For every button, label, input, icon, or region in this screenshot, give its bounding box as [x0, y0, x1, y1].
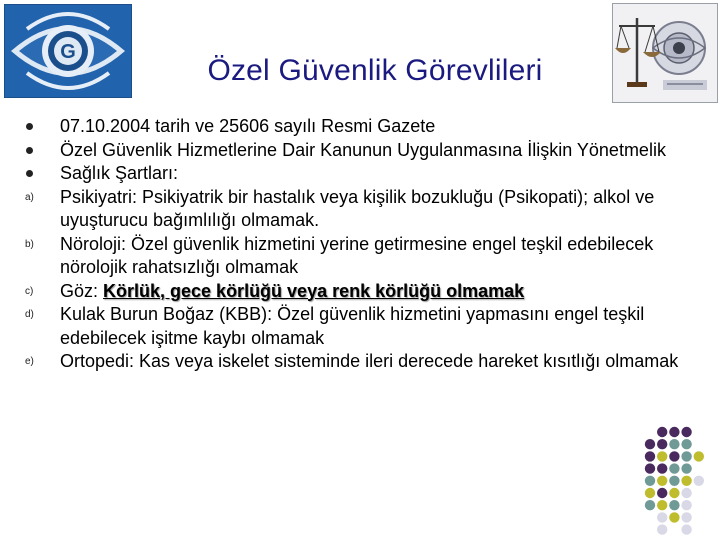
decorative-dot: [681, 427, 691, 437]
decorative-dot: [669, 451, 679, 461]
decorative-dot: [657, 427, 667, 437]
item-marker: c): [25, 285, 34, 297]
item-marker: a): [25, 191, 34, 203]
item-text: Psikiyatri: Psikiyatrik bir hastalık veya kişilik bozukluğu (Psikopati); alkol ve uyuşturucu bağımlılığı olmamak.: [60, 186, 655, 230]
decorative-dot: [694, 451, 704, 461]
list-item: [24, 186, 696, 233]
decorative-dot: [681, 463, 691, 473]
item-text: Sağlık Şartları:: [60, 163, 179, 183]
decorative-dot: [681, 451, 691, 461]
slide-title: Özel Güvenlik Görevlileri: [207, 54, 543, 87]
list-item: [24, 162, 696, 186]
scales-of-justice-logo: [612, 3, 718, 103]
item-text-prefix: Göz:: [60, 280, 104, 301]
bullet-icon: [24, 115, 50, 139]
decorative-dot: [645, 463, 655, 473]
bullet-icon: [24, 139, 50, 163]
decorative-dot: [657, 500, 667, 510]
item-text: Özel Güvenlik Hizmetlerine Dair Kanunun Uygulanmasına İlişkin Yönetmelik: [60, 139, 666, 160]
decorative-dot: [681, 439, 691, 449]
decorative-dot: [657, 439, 667, 449]
decorative-dot: [669, 500, 679, 510]
decorative-dot: [657, 476, 667, 486]
item-text: Kulak Burun Boğaz (KBB): Özel güvenlik hizmetini yapmasını engel teşkil edebilecek işitme kaybı olmamak: [60, 304, 645, 348]
item-text: 07.10.2004 tarih ve 25606 sayılı Resmi Gazete: [60, 116, 436, 136]
decorative-dot: [669, 427, 679, 437]
list-item: [24, 233, 696, 280]
decorative-dot: [669, 512, 679, 522]
decorative-dot: [657, 524, 667, 534]
decorative-dot: [645, 500, 655, 510]
decorative-dot: [669, 476, 679, 486]
decorative-dot: [645, 451, 655, 461]
decorative-dot: [681, 524, 691, 534]
decorative-dot: [669, 463, 679, 473]
item-text-emphasis: Körlük, gece körlüğü veya renk körlüğü olmamak: [103, 280, 525, 301]
decorative-dot: [669, 439, 679, 449]
item-marker: b): [25, 238, 34, 250]
list-item: [24, 350, 696, 374]
item-text: Ortopedi: Kas veya iskelet sisteminde ileri derecede hareket kısıtlığı olmamak: [60, 351, 679, 371]
decorative-dot: [694, 476, 704, 486]
svg-text:G: G: [60, 41, 76, 63]
decorative-dot: [657, 488, 667, 498]
decorative-dot: [681, 512, 691, 522]
item-marker: e): [25, 356, 34, 367]
decorative-dot: [681, 500, 691, 510]
decorative-dot: [681, 476, 691, 486]
list-item: [24, 139, 696, 163]
list-item: [24, 280, 696, 304]
decorative-dot: [669, 488, 679, 498]
item-text: Nöroloji: Özel güvenlik hizmetini yerine getirmesine engel teşkil edebilecek nörolojik rahatsızlığı olmamak: [60, 233, 654, 277]
list-item: [24, 303, 696, 350]
decorative-dot: [681, 488, 691, 498]
security-eye-logo: [4, 4, 132, 98]
decorative-dot: [657, 512, 667, 522]
decorative-dot: [645, 476, 655, 486]
decorative-dot: [657, 463, 667, 473]
requirements-list: [24, 115, 696, 374]
item-marker: d): [25, 309, 34, 320]
decorative-dot: [657, 451, 667, 461]
bullet-icon: [24, 162, 50, 186]
decorative-dot-pattern: [643, 425, 720, 540]
decorative-dot: [645, 488, 655, 498]
list-item: [24, 115, 696, 139]
decorative-dot: [645, 439, 655, 449]
